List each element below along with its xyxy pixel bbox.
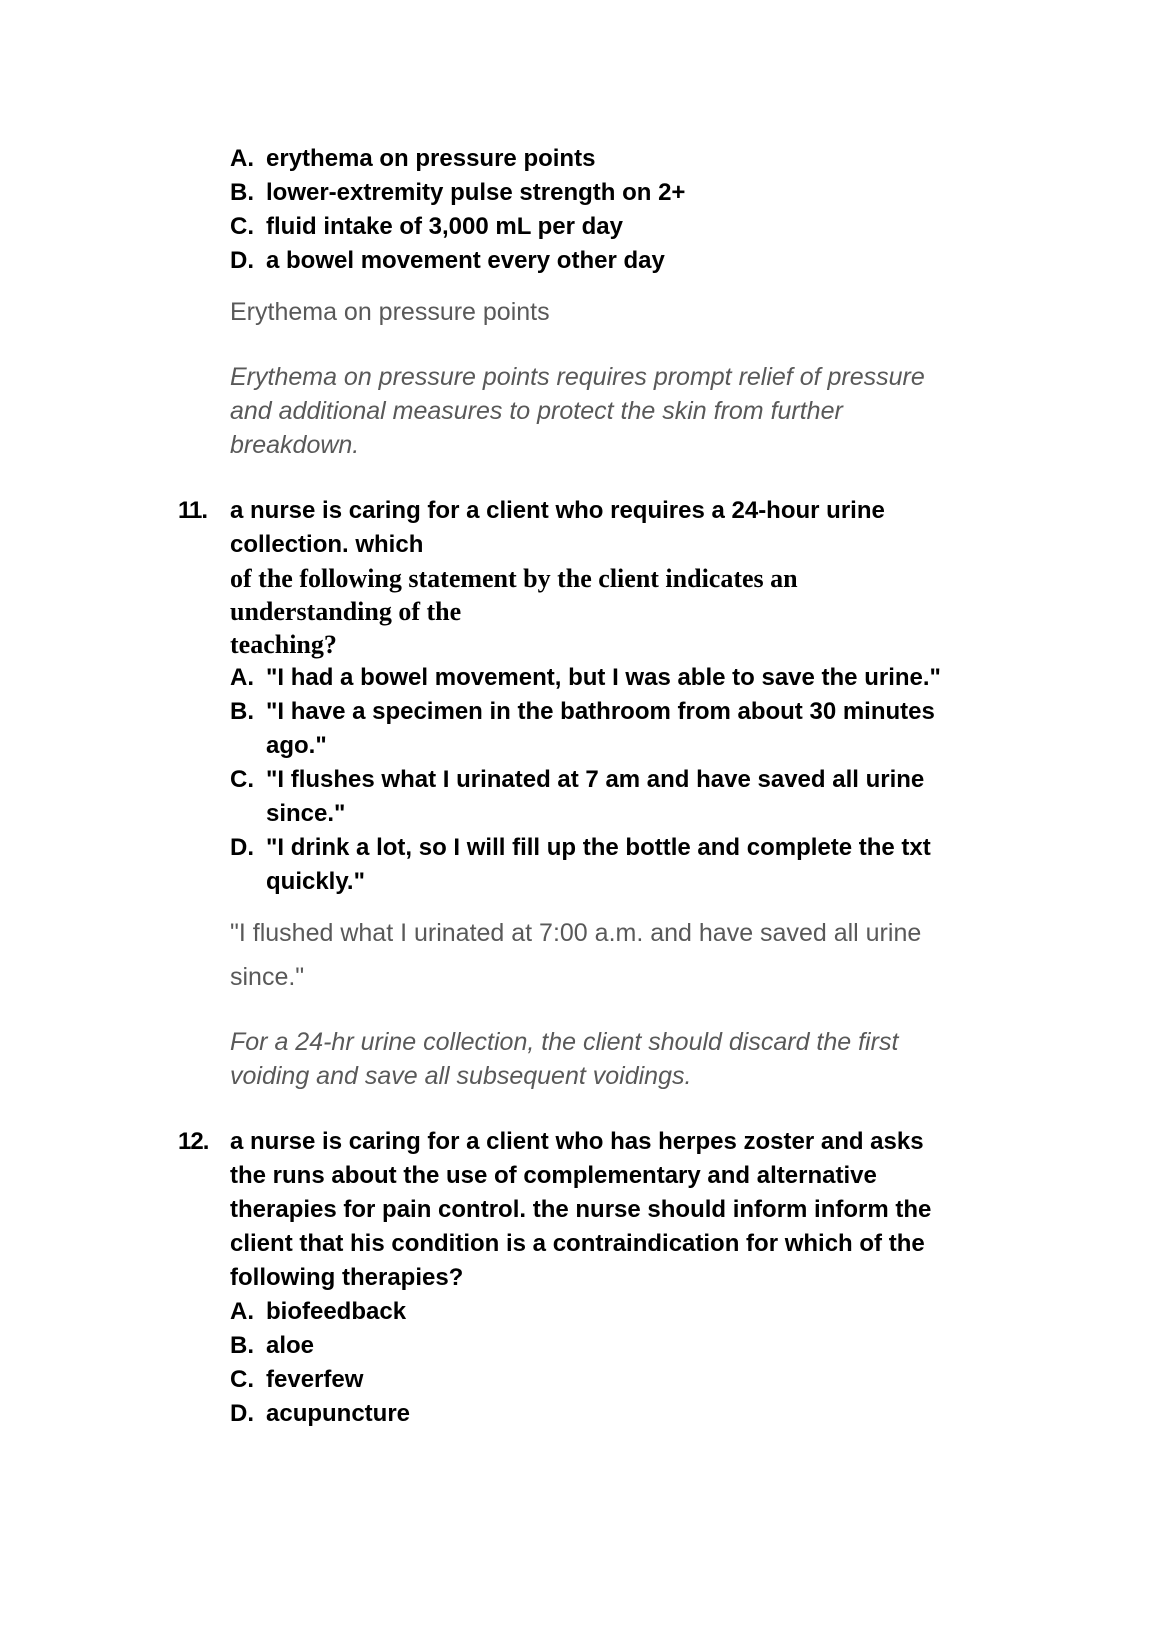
question-stem-serif-tail: teaching? (230, 630, 337, 659)
option-row (230, 1295, 942, 1329)
option-text: "I flushes what I urinated at 7 am and have saved all urine since." (266, 766, 925, 827)
option-letter: D. (230, 834, 254, 861)
option-letter: A. (230, 1298, 254, 1325)
question-block-11 (178, 494, 997, 1093)
option-row (230, 142, 942, 176)
option-letter: A. (230, 145, 254, 172)
question-block-previous (178, 142, 997, 462)
option-letter: B. (230, 179, 254, 206)
question-number: 11. (178, 497, 208, 524)
option-text: fluid intake of 3,000 mL per day (266, 213, 623, 240)
option-text: "I drink a lot, so I will fill up the bottle and complete the txt quickly." (266, 834, 931, 895)
option-text: erythema on pressure points (266, 145, 596, 172)
option-row (230, 1329, 942, 1363)
option-row (230, 661, 942, 695)
question-stem (230, 1125, 942, 1295)
option-text: acupuncture (266, 1400, 411, 1427)
option-letter: C. (230, 766, 254, 793)
option-row (230, 1397, 942, 1431)
option-text: "I have a specimen in the bathroom from about 30 minutes ago." (266, 698, 935, 759)
option-letter: A. (230, 664, 254, 691)
question-stem (230, 494, 942, 661)
question-body (230, 1125, 942, 1431)
question-body (230, 494, 942, 1093)
option-text: biofeedback (266, 1298, 407, 1325)
option-letter: C. (230, 213, 254, 240)
option-row (230, 831, 942, 899)
option-text: aloe (266, 1332, 315, 1359)
option-text: feverfew (266, 1366, 364, 1393)
rationale-text: For a 24-hr urine collection, the client should discard the first voiding and save all subsequent voidings. (230, 1028, 899, 1090)
option-letter: D. (230, 1400, 254, 1427)
question-block-12 (178, 1125, 997, 1431)
options-list (230, 1295, 942, 1431)
option-row (230, 244, 942, 278)
option-letter: C. (230, 1366, 254, 1393)
option-letter: D. (230, 247, 254, 274)
question-stem-serif: of the following statement by the client indicates an understanding of the (230, 564, 798, 626)
option-text: "I had a bowel movement, but I was able to save the urine." (266, 664, 941, 691)
option-row (230, 1363, 942, 1397)
option-row (230, 176, 942, 210)
option-text: a bowel movement every other day (266, 247, 665, 274)
answer-text: Erythema on pressure points (230, 298, 550, 326)
answer-text: "I flushed what I urinated at 7:00 a.m. and have saved all urine since." (230, 919, 922, 991)
option-row (230, 210, 942, 244)
option-letter: B. (230, 1332, 254, 1359)
option-row (230, 763, 942, 831)
question-stem-sans: a nurse is caring for a client who has herpes zoster and asks the runs about the use of complementary and alternative therapies for pain control. the nurse should inform inform the client that his condition is a contraindication for which of the following therapies? (230, 1128, 932, 1291)
options-list (230, 661, 942, 899)
rationale-text: Erythema on pressure points requires prompt relief of pressure and additional measures to protect the skin from further breakdown. (230, 363, 925, 459)
options-list (230, 142, 942, 278)
option-row (230, 695, 942, 763)
option-letter: B. (230, 698, 254, 725)
question-body (230, 142, 942, 462)
question-number: 12. (178, 1128, 209, 1155)
option-text: lower-extremity pulse strength on 2+ (266, 179, 686, 206)
question-stem-sans: a nurse is caring for a client who requires a 24-hour urine collection. which (230, 497, 885, 558)
